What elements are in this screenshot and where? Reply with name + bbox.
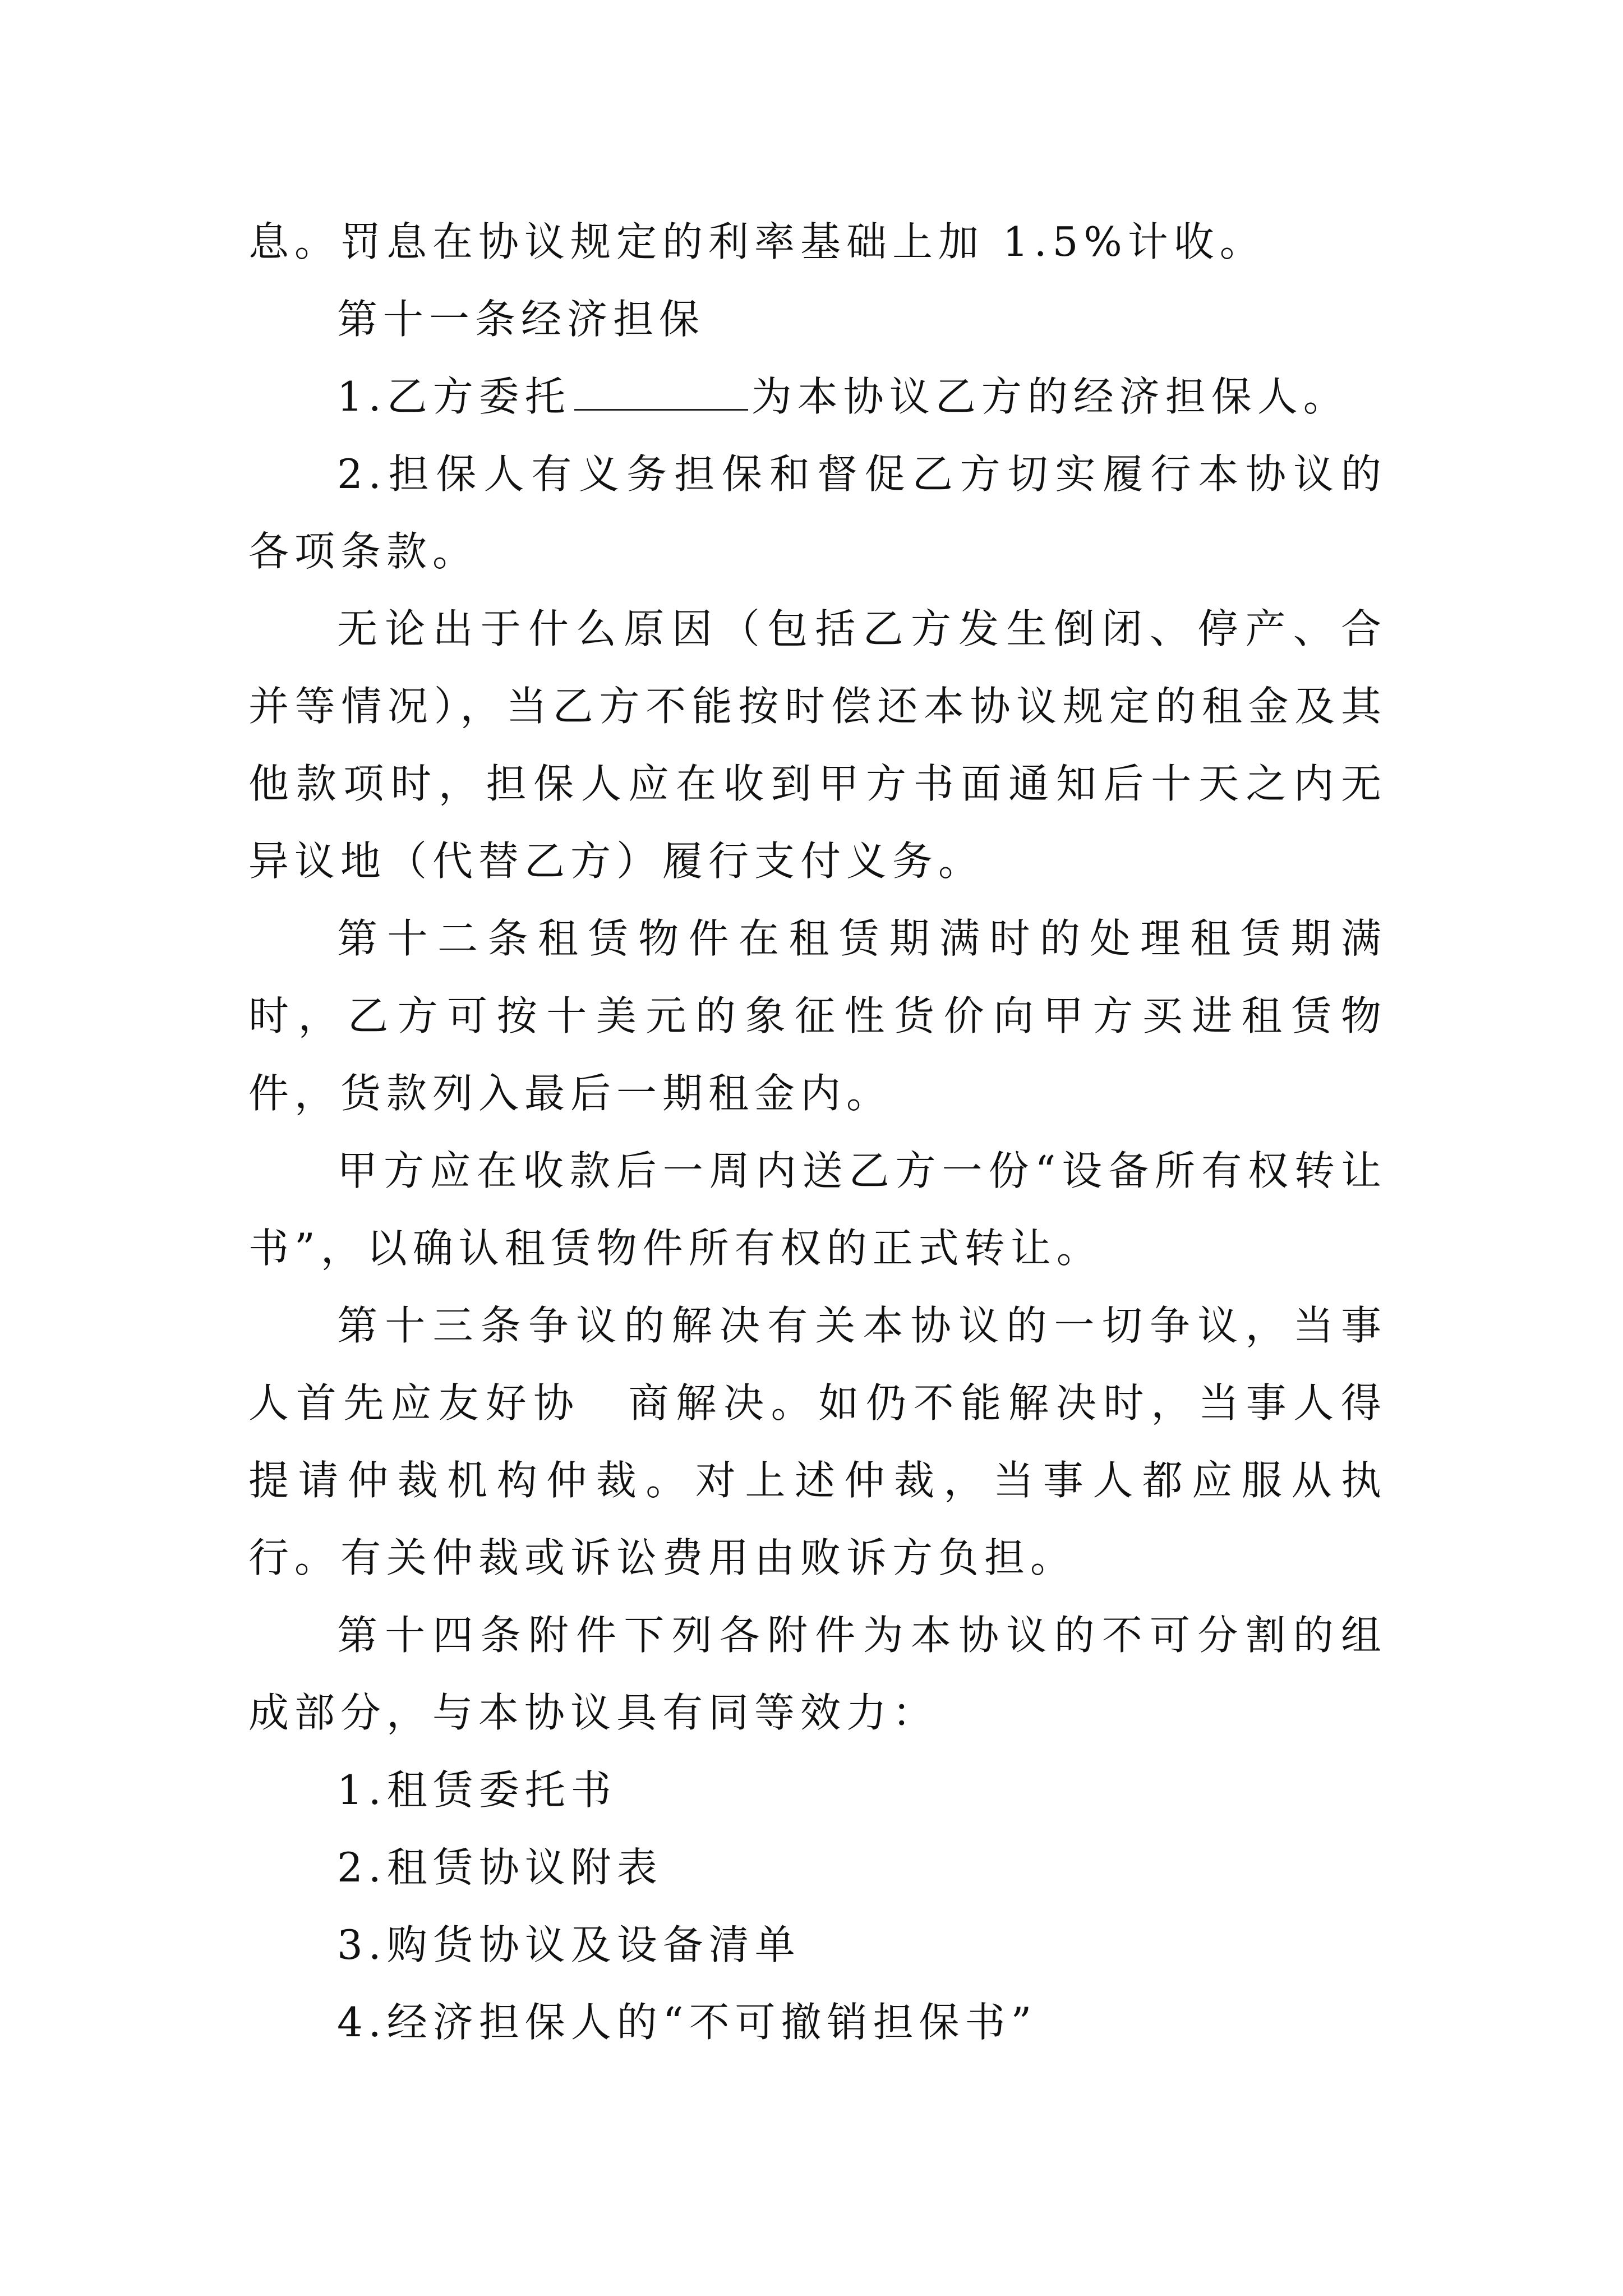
list-item-attachment-2: 2.租赁协议附表 — [337, 1844, 663, 1891]
list-item-attachment-1: 1.租赁委托书 — [337, 1766, 617, 1814]
paragraph-article-14: 第十四条附件下列各附件为本协议的不可分割的组成部分，与本协议具有同等效力： — [248, 1612, 1387, 1736]
list-item-attachment-4: 4.经济担保人的“不可撤销担保书” — [337, 1999, 1038, 2046]
paragraph-guarantor-payment: 无论出于什么原因（包括乙方发生倒闭、停产、合并等情况），当乙方不能按时偿还本协议规定的租金及其他款项时，担保人应在收到甲方书面通知后十天之内无异议地（代替乙方）履行支付义务。 — [248, 605, 1387, 885]
paragraph-penalty-interest: 息。罚息在协议规定的利率基础上加 1.5%计收。 — [248, 218, 1266, 265]
paragraph-guarantor-appointment — [248, 358, 1387, 435]
paragraph-article-12: 第十二条租赁物件在租赁期满时的处理租赁期满时，乙方可按十美元的象征性货价向甲方买进租赁物件，货款列入最后一期租金内。 — [248, 915, 1387, 1117]
paragraph-article-13: 第十三条争议的解决有关本协议的一切争议，当事人首先应友好协 商解决。如仍不能解决时，当事人得提请仲裁机构仲裁。对上述仲裁，当事人都应服从执行。有关仲裁或诉讼费用由败诉方负担。 — [248, 1302, 1387, 1581]
paragraph-guarantor-duty: 2.担保人有义务担保和督促乙方切实履行本协议的各项条款。 — [248, 450, 1387, 575]
heading-article-11: 第十一条经济担保 — [337, 296, 706, 343]
guarantor-name-blank — [574, 375, 748, 411]
guarantor-appointment-prefix: 1.乙方委托 — [337, 373, 571, 420]
document-body — [248, 203, 1387, 2061]
list-item-attachment-3: 3.购货协议及设备清单 — [337, 1921, 801, 1968]
paragraph-ownership-transfer: 甲方应在收款后一周内送乙方一份“设备所有权转让书”，以确认租赁物件所有权的正式转让。 — [248, 1147, 1387, 1272]
guarantor-appointment-suffix: 为本协议乙方的经济担保人。 — [751, 373, 1349, 420]
